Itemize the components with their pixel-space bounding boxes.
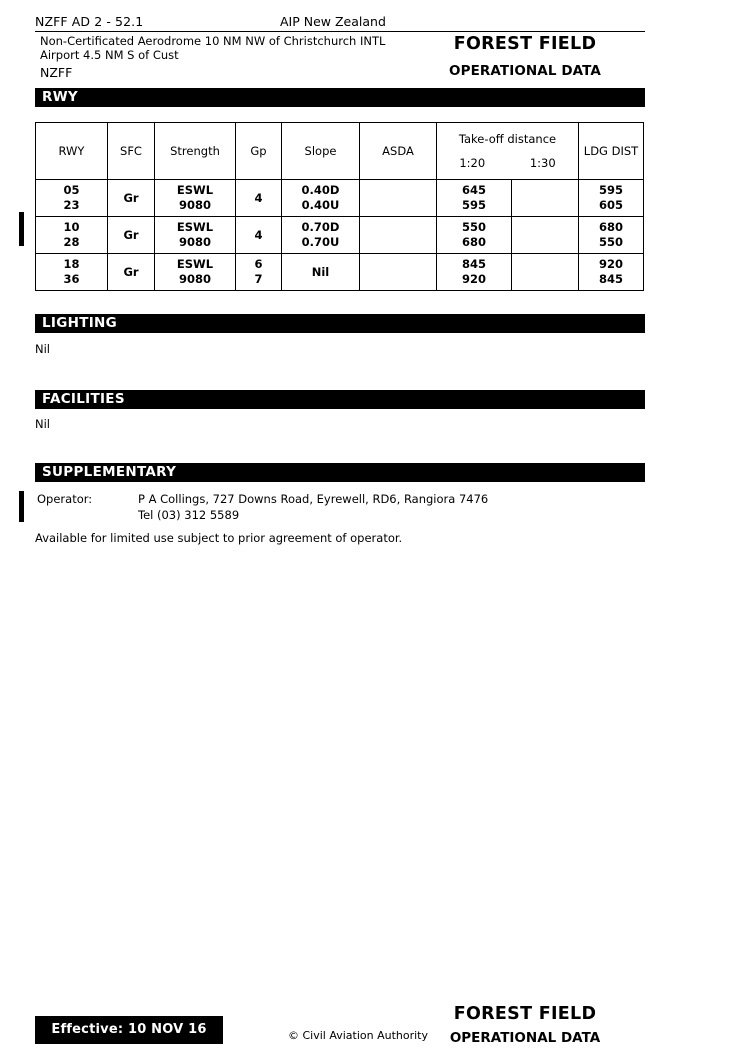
cell-strength: ESWL 9080 [155, 254, 236, 291]
page-header [35, 14, 645, 30]
column-header-slope: Slope [282, 123, 360, 180]
operator-label: Operator: [37, 492, 93, 506]
cell-sfc: Gr [108, 217, 155, 254]
cell-rwy: 05 23 [36, 180, 108, 217]
column-header-gp: Gp [236, 123, 282, 180]
operator-phone: Tel (03) 312 5589 [138, 507, 240, 522]
chart-title-header: OPERATIONAL DATA [449, 63, 601, 79]
publication-title: AIP New Zealand [280, 14, 386, 29]
section-header-supplementary: SUPPLEMENTARY [35, 463, 645, 482]
cell-takeoff-120: 550 680 [437, 217, 512, 254]
column-header-takeoff-130: 1:30 [529, 156, 556, 170]
supplementary-note: Available for limited use subject to prior agreement of operator. [35, 531, 403, 545]
column-header-rwy: RWY [36, 123, 108, 180]
cell-takeoff-130 [512, 180, 579, 217]
icao-code: NZFF [40, 65, 73, 80]
column-header-ldg-dist: LDG DIST [579, 123, 644, 180]
operator-address: P A Collings, 727 Downs Road, Eyrewell, RD6, Rangiora 7476 [138, 492, 489, 506]
cell-ldg-dist: 595 605 [579, 180, 644, 217]
column-header-takeoff-120: 1:20 [459, 156, 486, 170]
operator-details [138, 492, 488, 523]
document-id: NZFF AD 2 - 52.1 [35, 14, 144, 29]
cell-takeoff-120: 645 595 [437, 180, 512, 217]
cell-rwy: 18 36 [36, 254, 108, 291]
section-header-lighting: LIGHTING [35, 314, 645, 333]
change-bar-supplementary [19, 491, 24, 522]
section-header-facilities: FACILITIES [35, 390, 645, 409]
cell-ldg-dist: 920 845 [579, 254, 644, 291]
cell-strength: ESWL 9080 [155, 180, 236, 217]
aerodrome-description-line2: Airport 4.5 NM S of Cust [40, 48, 179, 62]
cell-asda [360, 217, 437, 254]
cell-ldg-dist: 680 550 [579, 217, 644, 254]
facilities-value: Nil [35, 417, 50, 431]
aerodrome-name-footer: FOREST FIELD [453, 1004, 597, 1024]
aerodrome-name-header: FOREST FIELD [453, 34, 597, 54]
cell-sfc: Gr [108, 180, 155, 217]
cell-sfc: Gr [108, 254, 155, 291]
column-header-strength: Strength [155, 123, 236, 180]
cell-slope: Nil [282, 254, 360, 291]
lighting-value: Nil [35, 342, 50, 356]
cell-gp: 6 7 [236, 254, 282, 291]
rwy-table-header-row [36, 123, 644, 180]
copyright-notice: © Civil Aviation Authority [287, 1029, 429, 1042]
table-row [36, 217, 644, 254]
cell-takeoff-120: 845 920 [437, 254, 512, 291]
cell-takeoff-130 [512, 254, 579, 291]
cell-slope: 0.40D 0.40U [282, 180, 360, 217]
cell-gp: 4 [236, 217, 282, 254]
cell-takeoff-130 [512, 217, 579, 254]
cell-strength: ESWL 9080 [155, 217, 236, 254]
column-header-asda: ASDA [360, 123, 437, 180]
header-rule-right [470, 31, 645, 32]
effective-date-badge: Effective: 10 NOV 16 [35, 1016, 223, 1044]
change-bar-rwy-row [19, 212, 24, 246]
cell-rwy: 10 28 [36, 217, 108, 254]
table-row [36, 180, 644, 217]
aerodrome-description-line1: Non-Certificated Aerodrome 10 NM NW of Christchurch INTL [40, 34, 386, 48]
column-header-takeoff-distance: Take-off distance [458, 132, 557, 146]
section-header-rwy: RWY [35, 88, 645, 107]
cell-asda [360, 180, 437, 217]
cell-slope: 0.70D 0.70U [282, 217, 360, 254]
chart-title-footer: OPERATIONAL DATA [449, 1030, 601, 1046]
rwy-table-body [36, 180, 644, 291]
column-header-sfc: SFC [108, 123, 155, 180]
rwy-table [35, 122, 644, 291]
cell-asda [360, 254, 437, 291]
aerodrome-description [40, 34, 460, 62]
cell-gp: 4 [236, 180, 282, 217]
table-row [36, 254, 644, 291]
column-header-takeoff-distance-group [437, 123, 579, 180]
